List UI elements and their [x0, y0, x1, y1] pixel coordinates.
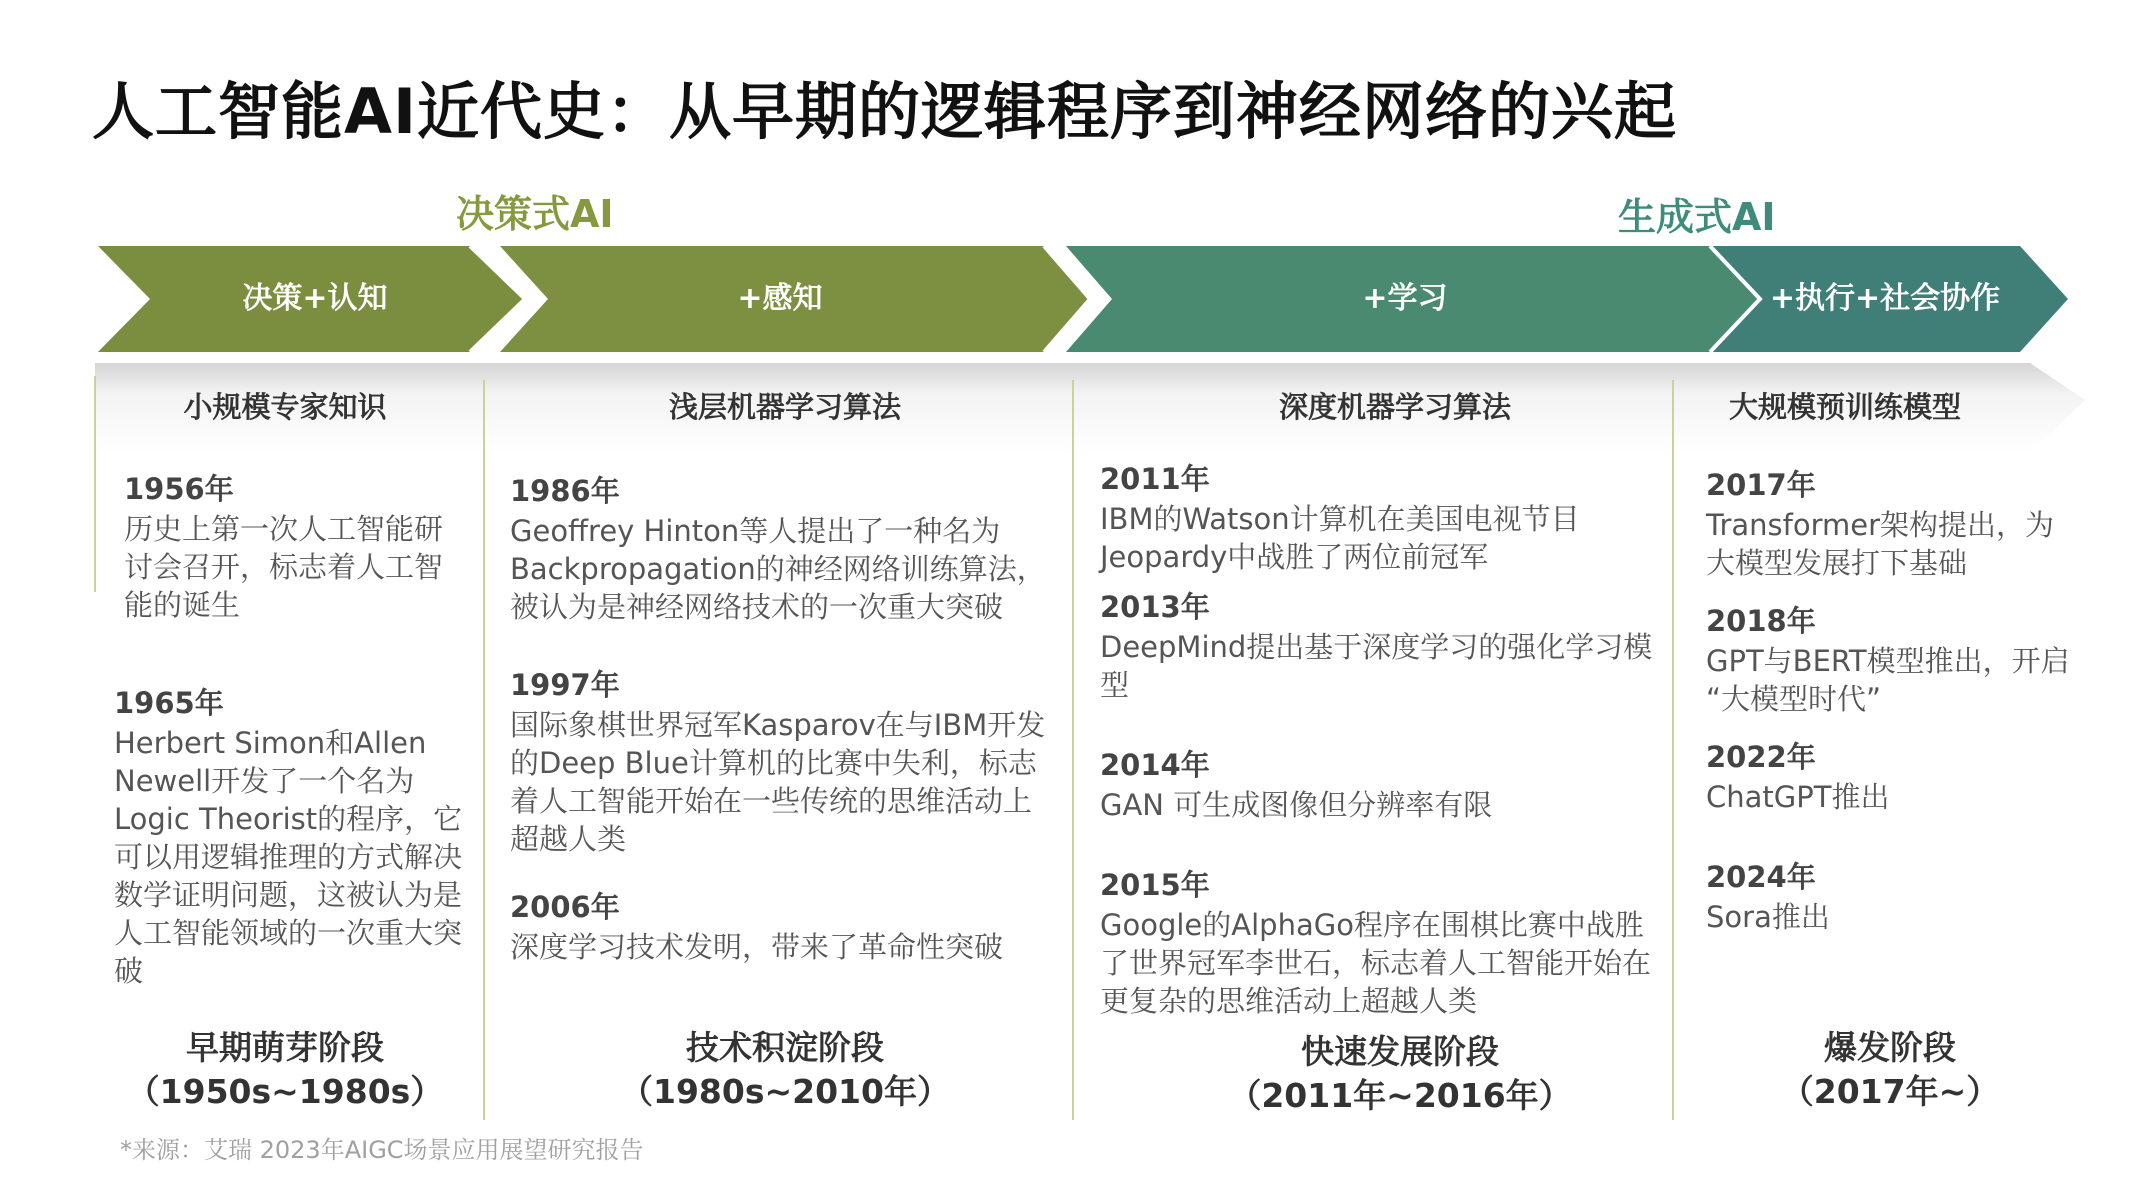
entry-description: ChatGPT推出: [1706, 780, 1890, 814]
timeline-entry: [1100, 866, 1670, 1020]
column-header-1: 小规模专家知识: [183, 389, 387, 424]
arrow-label-3: +学习: [1362, 281, 1448, 316]
entry-year: 1986年: [510, 474, 620, 508]
page-title: 人工智能AI近代史：从早期的逻辑程序到神经网络的兴起: [92, 75, 1678, 148]
stage-name: 早期萌芽阶段: [186, 1028, 384, 1067]
era-label-generative-ai: 生成式AI: [1618, 195, 1776, 239]
stage-period: （2011年~2016年）: [1228, 1076, 1572, 1115]
arrow-label-2: +感知: [737, 281, 823, 316]
timeline-entry: [114, 684, 464, 990]
timeline-entry: [1706, 602, 2076, 718]
source-note: *来源：艾瑞 2023年AIGC场景应用展望研究报告: [120, 1136, 644, 1164]
timeline-entry: [510, 666, 1060, 858]
timeline-entry: [1706, 466, 2076, 582]
entry-year: 1956年: [124, 472, 234, 506]
entry-description: 国际象棋世界冠军Kasparov在与IBM开发的Deep Blue计算机的比赛中失利，标志着人工智能开始在一些传统的思维活动上超越人类: [510, 708, 1046, 856]
entry-year: 2014年: [1100, 748, 1210, 782]
entry-description: GPT与BERT模型推出，开启 “大模型时代”: [1706, 644, 2070, 716]
stage-period: （1980s~2010年）: [620, 1072, 950, 1111]
entry-year: 1965年: [114, 686, 224, 720]
entry-description: Geoffrey Hinton等人提出了一种名为Backpropagation的神经网络训练算法，被认为是神经网络技术的一次重大突破: [510, 514, 1046, 624]
timeline-entry: [124, 470, 460, 624]
era-label-decision-ai: 决策式AI: [456, 192, 614, 236]
stage-label-1: [100, 1026, 470, 1114]
stage-period: （2017年~）: [1780, 1072, 2000, 1111]
entry-year: 2011年: [1100, 462, 1210, 496]
entry-description: IBM的Watson计算机在美国电视节目Jeopardy中战胜了两位前冠军: [1100, 502, 1580, 574]
stage-label-3: [1090, 1030, 1710, 1118]
timeline-entry: [1706, 858, 2076, 936]
timeline-entry: [510, 472, 1058, 626]
entry-year: 2018年: [1706, 604, 1816, 638]
timeline-entry: [1706, 738, 2076, 816]
stage-label-4: [1690, 1026, 2090, 1114]
stage-name: 爆发阶段: [1824, 1028, 1956, 1067]
entry-year: 2024年: [1706, 860, 1816, 894]
timeline-entry: [1100, 746, 1660, 824]
arrow-label-1: 决策+认知: [242, 281, 388, 316]
stage-name: 技术积淀阶段: [686, 1028, 884, 1067]
entry-year: 2022年: [1706, 740, 1816, 774]
timeline-entry: [1100, 588, 1660, 704]
entry-year: 2017年: [1706, 468, 1816, 502]
entry-description: GAN 可生成图像但分辨率有限: [1100, 788, 1493, 822]
column-header-4: 大规模预训练模型: [1728, 389, 1961, 424]
column-header-2: 浅层机器学习算法: [668, 389, 901, 424]
divider-1: [483, 380, 485, 1120]
entry-description: Google的AlphaGo程序在围棋比赛中战胜了世界冠军李世石，标志着人工智能开始在更复杂的思维活动上超越人类: [1100, 908, 1652, 1018]
entry-description: 历史上第一次人工智能研讨会召开，标志着人工智能的诞生: [124, 512, 444, 622]
divider-3: [1672, 380, 1674, 1120]
timeline-entry: [510, 888, 1060, 966]
entry-description: DeepMind提出基于深度学习的强化学习模型: [1100, 630, 1653, 702]
entry-year: 2015年: [1100, 868, 1210, 902]
entry-description: Sora推出: [1706, 900, 1830, 934]
divider-left: [94, 376, 96, 592]
entry-description: Transformer架构提出，为大模型发展打下基础: [1706, 508, 2055, 580]
stage-name: 快速发展阶段: [1301, 1032, 1499, 1071]
column-header-3: 深度机器学习算法: [1278, 389, 1511, 424]
entry-year: 1997年: [510, 668, 620, 702]
entry-year: 2006年: [510, 890, 620, 924]
stage-period: （1950s~1980s）: [126, 1072, 444, 1111]
entry-description: Herbert Simon和Allen Newell开发了一个名为Logic Theorist的程序，它可以用逻辑推理的方式解决数学证明问题，这被认为是人工智能领域的一次重大突破: [114, 726, 463, 988]
arrow-label-4: +执行+社会协作: [1769, 281, 2001, 316]
stage-label-2: [490, 1026, 1080, 1114]
entry-description: 深度学习技术发明，带来了革命性突破: [510, 930, 1004, 964]
timeline-entry: [1100, 460, 1660, 576]
divider-2: [1072, 380, 1074, 1120]
entry-year: 2013年: [1100, 590, 1210, 624]
